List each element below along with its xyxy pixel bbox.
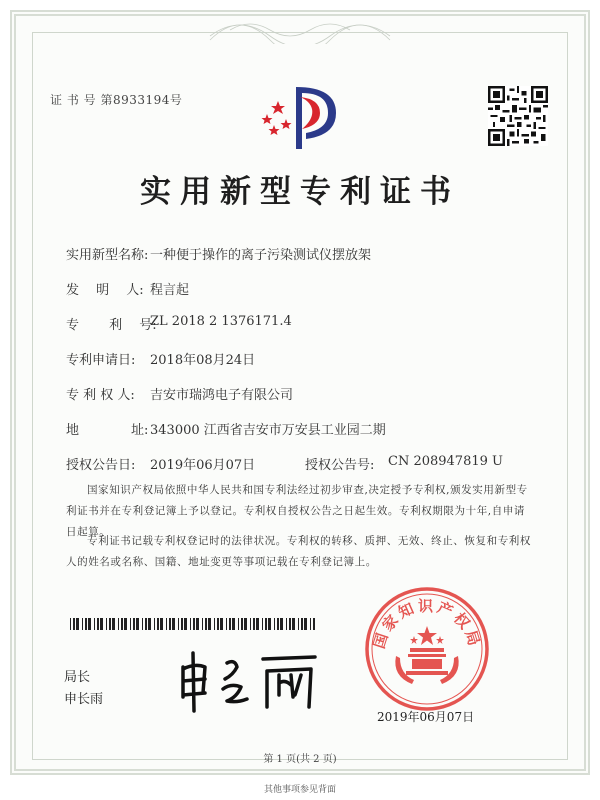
barcode-bar — [298, 618, 299, 630]
ornament-pattern — [200, 10, 400, 44]
barcode-bar — [184, 618, 187, 630]
barcode-bar — [76, 618, 79, 630]
field-label-filing-date: 专利申请日: — [66, 353, 136, 368]
field-value-filing-date: 2018年08月24日 — [150, 353, 256, 368]
barcode-bar — [304, 618, 307, 630]
barcode — [70, 618, 318, 630]
director-signature — [175, 645, 325, 715]
barcode-bar — [253, 618, 255, 630]
seal-text: 国家知识产权局 — [369, 597, 485, 651]
barcode-bar — [160, 618, 163, 630]
barcode-bar — [118, 618, 119, 630]
field-value-address: 343000 江西省吉安市万安县工业园二期 — [150, 423, 386, 438]
barcode-bar — [250, 618, 251, 630]
field-label-patent-number: 专 利 号: — [66, 318, 157, 333]
barcode-bar — [130, 618, 131, 630]
barcode-bar — [97, 618, 99, 630]
barcode-bar — [82, 618, 83, 630]
barcode-bar — [232, 618, 235, 630]
field-value-patentee: 吉安市瑞鸿电子有限公司 — [150, 388, 294, 403]
barcode-bar — [169, 618, 171, 630]
barcode-bar — [100, 618, 103, 630]
field-label-patentee: 专 利 权 人: — [66, 388, 135, 403]
barcode-bar — [274, 618, 275, 630]
barcode-bar — [142, 618, 143, 630]
barcode-bar — [277, 618, 279, 630]
field-value-grant-date: 2019年06月07日 — [150, 458, 256, 473]
field-label-grant-date: 授权公告日: — [66, 458, 136, 473]
field-value-patent-number: ZL 2018 2 1376171.4 — [150, 314, 292, 329]
barcode-bar — [193, 618, 195, 630]
barcode-bar — [94, 618, 95, 630]
barcode-bar — [217, 618, 219, 630]
barcode-bar — [262, 618, 263, 630]
seal-date: 2019年06月07日 — [377, 710, 475, 724]
barcode-bar — [226, 618, 227, 630]
barcode-bar — [196, 618, 199, 630]
legal-paragraph-1: 国家知识产权局依照中华人民共和国专利法经过初步审查,决定授予专利权,颁发实用新型专利证书并在专利登记簿上予以登记。专利权自授权公告之日起生效。专利权期限为十年,自申请日起算。 — [66, 484, 528, 538]
field-value-inventor: 程言起 — [150, 283, 190, 298]
director-title: 局长 — [64, 670, 91, 685]
barcode-bar — [202, 618, 203, 630]
barcode-bar — [124, 618, 127, 630]
barcode-bar — [280, 618, 283, 630]
director-name: 申长雨 — [64, 692, 104, 707]
certificate-title: 实用新型专利证书 — [140, 174, 460, 210]
barcode-bar — [229, 618, 231, 630]
barcode-bar — [310, 618, 311, 630]
barcode-bar — [208, 618, 211, 630]
cnipa-logo-icon — [256, 83, 342, 153]
barcode-bar — [88, 618, 91, 630]
barcode-bar — [154, 618, 155, 630]
barcode-bar — [178, 618, 179, 630]
barcode-bar — [73, 618, 75, 630]
barcode-bar — [265, 618, 267, 630]
qr-code-icon — [488, 86, 548, 146]
barcode-bar — [106, 618, 107, 630]
barcode-bar — [214, 618, 215, 630]
certificate-number: 证 书 号 第8933194号 — [50, 93, 183, 107]
barcode-bar — [241, 618, 243, 630]
legal-paragraph-2: 专利证书记载专利权登记时的法律状况。专利权的转移、质押、无效、终止、恢复和专利权人的姓名或名称、国籍、地址变更等事项记载在专利登记簿上。 — [66, 535, 531, 568]
barcode-bar — [238, 618, 239, 630]
barcode-bar — [172, 618, 175, 630]
page-number: 第 1 页(共 2 页) — [263, 754, 337, 765]
barcode-bar — [301, 618, 303, 630]
official-seal — [362, 584, 492, 714]
barcode-bar — [109, 618, 111, 630]
barcode-bar — [112, 618, 115, 630]
barcode-bar — [166, 618, 167, 630]
field-label-publication-number: 授权公告号: — [305, 458, 375, 473]
field-label-name: 实用新型名称: — [66, 248, 149, 263]
field-label-address: 地 址: — [66, 423, 149, 438]
barcode-bar — [70, 618, 71, 630]
barcode-bar — [133, 618, 135, 630]
barcode-bar — [85, 618, 87, 630]
barcode-bar — [220, 618, 223, 630]
barcode-bar — [205, 618, 207, 630]
barcode-bar — [145, 618, 147, 630]
barcode-bar — [289, 618, 291, 630]
barcode-bar — [313, 618, 315, 630]
barcode-bar — [157, 618, 159, 630]
barcode-bar — [244, 618, 247, 630]
bottom-note: 其他事项参见背面 — [263, 785, 336, 795]
barcode-bar — [256, 618, 259, 630]
barcode-bar — [292, 618, 295, 630]
field-value-name: 一种便于操作的离子污染测试仪摆放架 — [150, 248, 372, 263]
field-label-inventor: 发 明 人: — [66, 283, 144, 298]
barcode-bar — [190, 618, 191, 630]
barcode-bar — [121, 618, 123, 630]
barcode-bar — [181, 618, 183, 630]
barcode-bar — [136, 618, 139, 630]
barcode-bar — [148, 618, 151, 630]
barcode-bar — [286, 618, 287, 630]
barcode-bar — [268, 618, 271, 630]
field-value-publication-number: CN 208947819 U — [388, 454, 503, 469]
